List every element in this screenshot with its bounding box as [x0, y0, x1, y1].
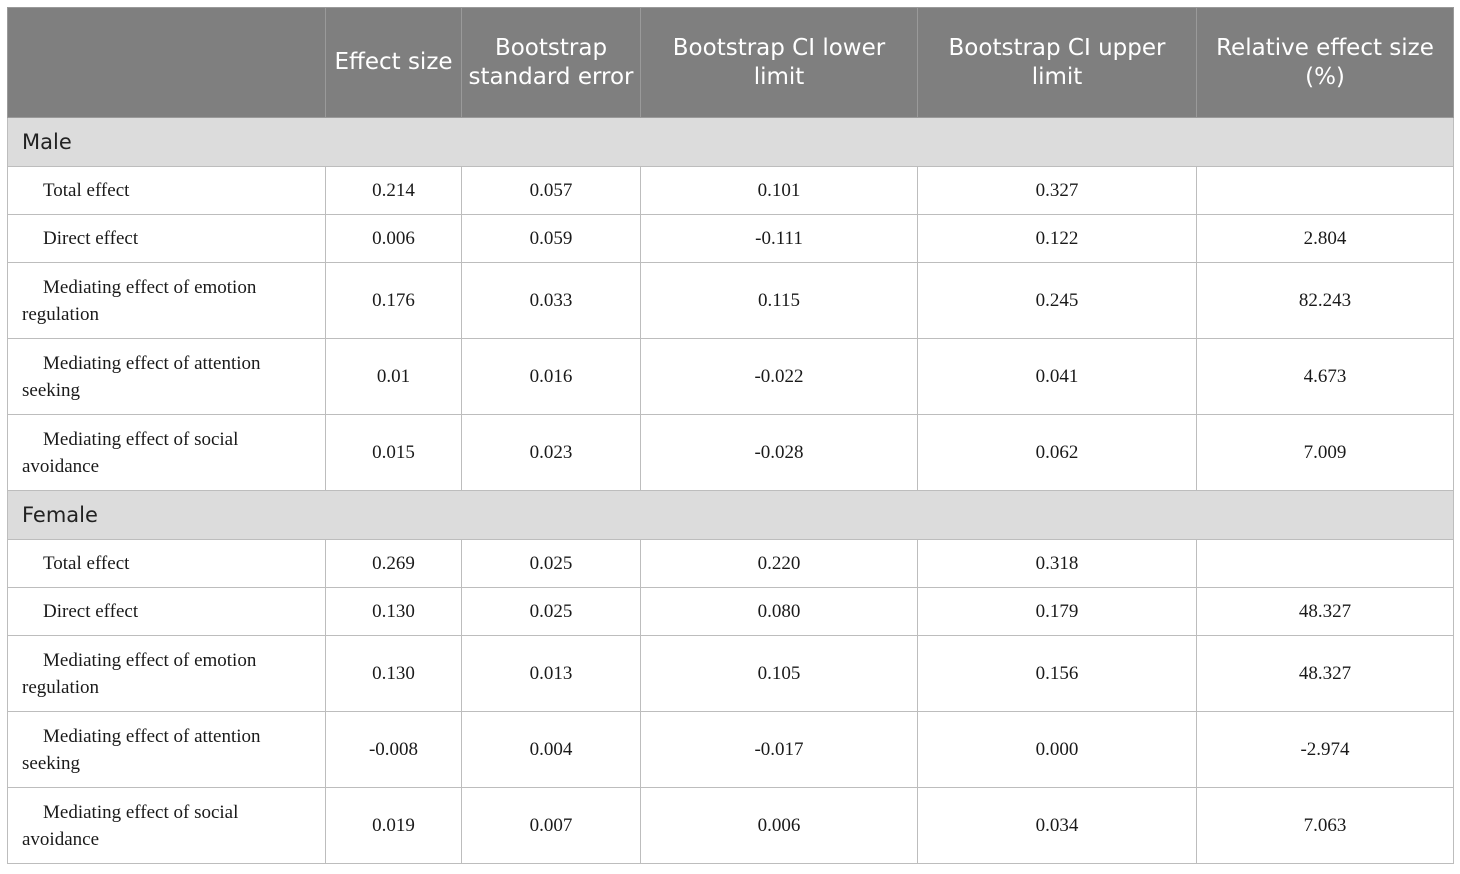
- cell-bootstrap-se: 0.023: [462, 415, 641, 491]
- row-label: [8, 636, 326, 712]
- cell-ci-lower: 0.080: [641, 588, 918, 636]
- cell-effect-size: 0.130: [326, 588, 462, 636]
- row-label: [8, 712, 326, 788]
- cell-effect-size: 0.019: [326, 788, 462, 864]
- cell-ci-upper: 0.062: [918, 415, 1197, 491]
- header-cell-relative-effect: Relative effect size (%): [1197, 8, 1454, 118]
- cell-bootstrap-se: 0.033: [462, 263, 641, 339]
- row-label: [8, 263, 326, 339]
- cell-bootstrap-se: 0.025: [462, 540, 641, 588]
- header-cell-ci-upper: Bootstrap CI upper limit: [918, 8, 1197, 118]
- table-row: [8, 167, 1454, 215]
- row-label: [8, 415, 326, 491]
- row-label: [8, 788, 326, 864]
- cell-bootstrap-se: 0.013: [462, 636, 641, 712]
- header-cell-effect-size: Effect size: [326, 8, 462, 118]
- table-row: [8, 215, 1454, 263]
- row-label-text: Total effect: [43, 553, 130, 574]
- group-row-female: [8, 491, 1454, 540]
- row-label: [8, 167, 326, 215]
- cell-effect-size: -0.008: [326, 712, 462, 788]
- header-cell-bootstrap-se: Bootstrap standard error: [462, 8, 641, 118]
- header-cell-label: [8, 8, 326, 118]
- table-row: [8, 263, 1454, 339]
- row-label: [8, 215, 326, 263]
- row-label: [8, 588, 326, 636]
- cell-effect-size: 0.01: [326, 339, 462, 415]
- table-row: [8, 788, 1454, 864]
- cell-relative-effect: 2.804: [1197, 215, 1454, 263]
- cell-ci-upper: 0.245: [918, 263, 1197, 339]
- cell-ci-lower: -0.028: [641, 415, 918, 491]
- cell-bootstrap-se: 0.025: [462, 588, 641, 636]
- cell-ci-lower: 0.006: [641, 788, 918, 864]
- group-label: Female: [8, 491, 1454, 540]
- cell-ci-upper: 0.000: [918, 712, 1197, 788]
- group-row-male: [8, 118, 1454, 167]
- cell-ci-lower: 0.115: [641, 263, 918, 339]
- cell-effect-size: 0.006: [326, 215, 462, 263]
- row-label-text: Total effect: [43, 180, 130, 201]
- row-label-text: Mediating effect of social avoidance: [22, 801, 239, 850]
- row-label-text: Direct effect: [43, 601, 139, 622]
- cell-ci-upper: 0.156: [918, 636, 1197, 712]
- header-cell-ci-lower: Bootstrap CI lower limit: [641, 8, 918, 118]
- table-row: [8, 415, 1454, 491]
- group-label: Male: [8, 118, 1454, 167]
- cell-bootstrap-se: 0.007: [462, 788, 641, 864]
- table-header: [8, 8, 1454, 118]
- cell-effect-size: 0.214: [326, 167, 462, 215]
- mediation-effects-table: [7, 7, 1454, 864]
- row-label-text: Mediating effect of attention seeking: [22, 352, 261, 401]
- cell-ci-upper: 0.034: [918, 788, 1197, 864]
- cell-ci-upper: 0.041: [918, 339, 1197, 415]
- table-row: [8, 712, 1454, 788]
- results-table-container: [7, 7, 1453, 864]
- cell-relative-effect: 7.063: [1197, 788, 1454, 864]
- cell-relative-effect: -2.974: [1197, 712, 1454, 788]
- cell-ci-lower: 0.105: [641, 636, 918, 712]
- cell-relative-effect: 7.009: [1197, 415, 1454, 491]
- table-row: [8, 636, 1454, 712]
- cell-effect-size: 0.176: [326, 263, 462, 339]
- cell-relative-effect: 4.673: [1197, 339, 1454, 415]
- cell-bootstrap-se: 0.004: [462, 712, 641, 788]
- cell-ci-lower: -0.017: [641, 712, 918, 788]
- header-row: [8, 8, 1454, 118]
- cell-ci-upper: 0.327: [918, 167, 1197, 215]
- cell-effect-size: 0.130: [326, 636, 462, 712]
- cell-ci-lower: -0.022: [641, 339, 918, 415]
- row-label-text: Mediating effect of emotion regulation: [22, 649, 257, 698]
- table-row: [8, 588, 1454, 636]
- cell-effect-size: 0.269: [326, 540, 462, 588]
- cell-ci-lower: 0.101: [641, 167, 918, 215]
- table-row: [8, 339, 1454, 415]
- row-label-text: Direct effect: [43, 228, 139, 249]
- cell-relative-effect: 48.327: [1197, 636, 1454, 712]
- row-label-text: Mediating effect of social avoidance: [22, 428, 239, 477]
- cell-relative-effect: [1197, 167, 1454, 215]
- cell-relative-effect: 82.243: [1197, 263, 1454, 339]
- cell-bootstrap-se: 0.016: [462, 339, 641, 415]
- cell-ci-lower: -0.111: [641, 215, 918, 263]
- cell-relative-effect: [1197, 540, 1454, 588]
- cell-relative-effect: 48.327: [1197, 588, 1454, 636]
- cell-bootstrap-se: 0.059: [462, 215, 641, 263]
- cell-bootstrap-se: 0.057: [462, 167, 641, 215]
- cell-ci-upper: 0.122: [918, 215, 1197, 263]
- row-label: [8, 339, 326, 415]
- cell-ci-lower: 0.220: [641, 540, 918, 588]
- table-row: [8, 540, 1454, 588]
- cell-effect-size: 0.015: [326, 415, 462, 491]
- cell-ci-upper: 0.318: [918, 540, 1197, 588]
- row-label-text: Mediating effect of attention seeking: [22, 725, 261, 774]
- table-body: [8, 118, 1454, 864]
- row-label: [8, 540, 326, 588]
- row-label-text: Mediating effect of emotion regulation: [22, 276, 257, 325]
- cell-ci-upper: 0.179: [918, 588, 1197, 636]
